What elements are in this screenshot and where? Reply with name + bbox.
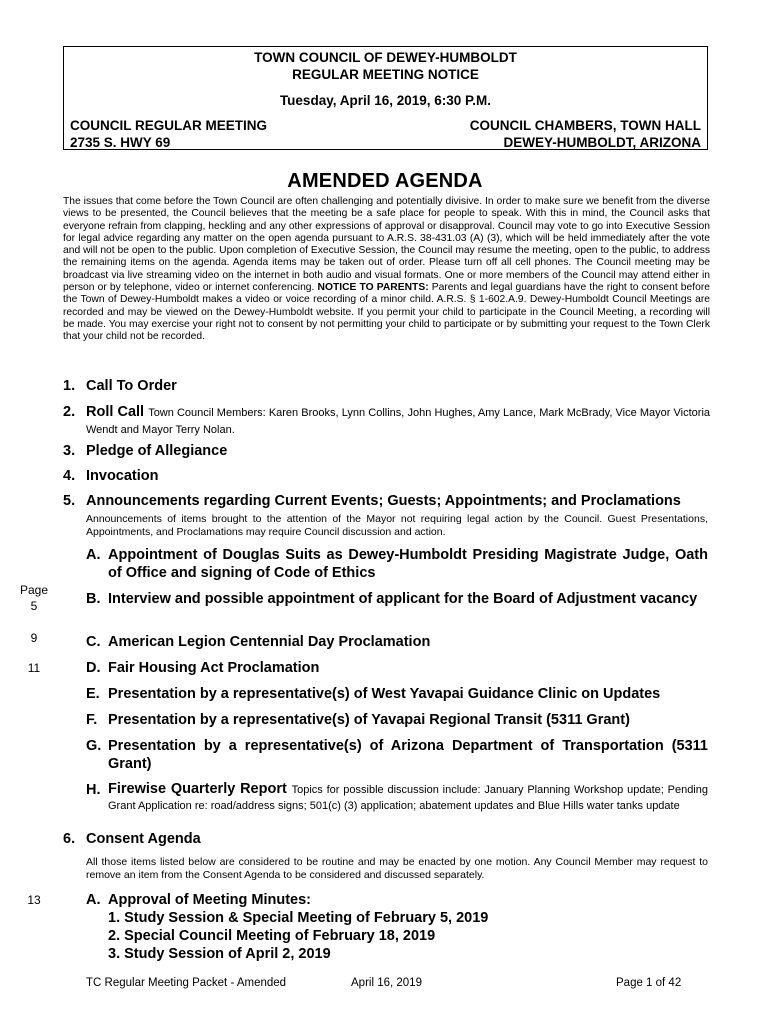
header-city: DEWEY-HUMBOLDT, ARIZONA (503, 135, 701, 150)
item-number: 1. (63, 378, 76, 394)
roll-call-members: Town Council Members: Karen Brooks, Lynn Collins, John Hughes, Amy Lance, Mark McBrady, Vice Mayor Victoria Wendt and Mayor Terry Nolan. (86, 407, 711, 436)
footer-date: April 16, 2019 (351, 977, 422, 989)
footer-document-name: TC Regular Meeting Packet - Amended (86, 977, 287, 989)
page-ref-5: 5 (30, 599, 38, 613)
sub-item-text: American Legion Centennial Day Proclamation (108, 634, 431, 650)
item-number: 3. (63, 443, 76, 459)
sub-item-letter: B. (86, 591, 101, 607)
header-notice: REGULAR MEETING NOTICE (292, 67, 479, 82)
page-label: Page (19, 583, 49, 597)
firewise-topics: Topics for possible discussion include: January Planning Workshop update; Pending Grant Application re: road/address signs; 501(c) (3) application; abatement updates and Blue Hills water tanks update (108, 784, 708, 812)
sub-item-text: Fair Housing Act Proclamation (108, 660, 320, 676)
sub-item-text: Appointment of Douglas Suits as Dewey-Humboldt Presiding Magistrate Judge, Oath of Office and signing of Code of Ethics (108, 547, 708, 581)
sub-item-letter: E. (86, 686, 100, 702)
intro-paragraph (63, 196, 710, 344)
minutes-line-3: 3. Study Session of April 2, 2019 (108, 946, 331, 962)
header-address: 2735 S. HWY 69 (70, 135, 171, 150)
minutes-line-1: 1. Study Session & Special Meeting of February 5, 2019 (108, 910, 489, 926)
sub-item-text: Presentation by a representative(s) of Arizona Department of Transportation (5311 Grant) (108, 738, 708, 772)
header-org: TOWN COUNCIL OF DEWEY-HUMBOLDT (254, 50, 517, 65)
notice-to-parents-label: NOTICE TO PARENTS: (317, 282, 429, 294)
item-title: Roll Call (86, 404, 145, 420)
item-number: 4. (63, 468, 76, 484)
item-title: Announcements regarding Current Events; Guests; Appointments; and Proclamations (86, 493, 681, 509)
sub-item-body (108, 781, 708, 813)
page-title: AMENDED AGENDA (287, 170, 483, 192)
header-location: COUNCIL CHAMBERS, TOWN HALL (469, 118, 701, 133)
item-title: Pledge of Allegiance (86, 443, 228, 459)
item-5-description: Announcements of items brought to the attention of the Mayor not requiring legal action by the Council. Guest Presentations, Appointments, and Proclamations may require Council discussion and action. (86, 513, 708, 538)
page-ref-9: 9 (30, 631, 38, 645)
item-title: Invocation (86, 468, 159, 484)
sub-item-letter: F. (86, 712, 98, 728)
sub-item-text: Interview and possible appointment of applicant for the Board of Adjustment vacancy (108, 591, 698, 607)
footer-page-number: Page 1 of 42 (616, 977, 682, 989)
header-meeting-type: COUNCIL REGULAR MEETING (70, 118, 268, 133)
sub-item-letter: A. (86, 892, 101, 908)
page-ref-11: 11 (27, 661, 41, 675)
item-number: 5. (63, 493, 76, 509)
item-number: 6. (63, 831, 76, 847)
sub-item-letter: D. (86, 660, 101, 676)
item-title: Call To Order (86, 378, 177, 394)
item-number: 2. (63, 404, 76, 420)
intro-text-2: Parents and legal guardians have the right to consent before the Town of Dewey-Humboldt makes a video or voice recording of a minor child. A.R.S. § 1-602.A.9. Dewey-Humboldt Council Meetings are recorded and may be viewed on the Dewey-Humboldt website. If you permit your child to participate in the Council Meeting, a recording will be made. You may exercise your right not to consent by not permitting your child to participate or by submitting your request to the Town Clerk that your child not be recorded. (63, 282, 711, 343)
sub-item-letter: G. (86, 738, 102, 754)
sub-item-letter: A. (86, 547, 101, 563)
item-body (86, 404, 710, 438)
sub-item-letter: C. (86, 634, 101, 650)
sub-item-text: Presentation by a representative(s) of Yavapai Regional Transit (5311 Grant) (108, 712, 630, 728)
sub-item-title: Approval of Meeting Minutes: (108, 892, 311, 908)
item-title: Consent Agenda (86, 831, 201, 847)
page-ref-13: 13 (27, 893, 41, 907)
intro-text-1: The issues that come before the Town Council are often challenging and potentially divisive. In order to make sure we benefit from the diverse views to be presented, the Council believes that the meeting be a safe place for people to speak. With this in mind, the Council asks that everyone refrain from clapping, heckling and any other expressions of approval or disapproval. Council may vote to go into Executive Session for legal advice regarding any matter on the open agenda pursuant to A.R.S. 38-431.03 (A) (3), which will be held immediately after the vote and will not be open to the public. Upon completion of Executive Session, the Council may resume the meeting, open to the public, to address the remaining items on the agenda. Agenda items may be taken out of order. Please turn off all cell phones. The Council meeting may be broadcast via live streaming video on the internet in both audio and visual formats. One or more members of the Council may attend either in person or by telephone, video or internet conferencing. (63, 196, 710, 294)
sub-item-letter: H. (86, 782, 101, 798)
sub-item-text: Presentation by a representative(s) of West Yavapai Guidance Clinic on Updates (108, 686, 661, 702)
item-6-description: All those items listed below are considered to be routine and may be enacted by one motion. Any Council Member may request to remove an item from the Consent Agenda to be considered and discussed separately. (86, 856, 708, 881)
sub-item-title: Firewise Quarterly Report (108, 781, 287, 797)
meeting-header-box (63, 46, 708, 150)
header-date: Tuesday, April 16, 2019, 6:30 P.M. (279, 93, 492, 108)
minutes-line-2: 2. Special Council Meeting of February 18, 2019 (108, 928, 436, 944)
